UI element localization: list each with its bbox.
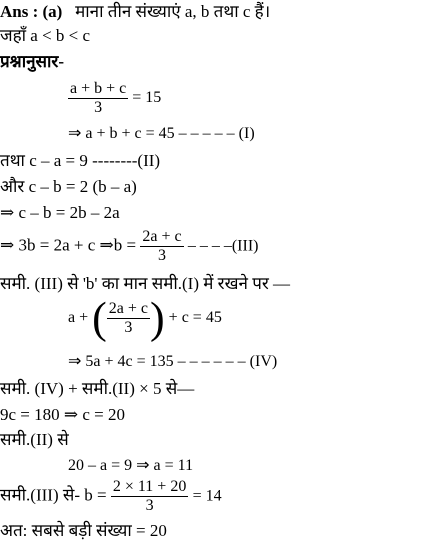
equation-rhs: + c = 45	[168, 309, 222, 326]
equation-rhs: = 14	[192, 487, 222, 505]
fraction-numerator: a + b + c	[70, 80, 127, 97]
equation-lhs: समी.(III) से- b =	[0, 485, 107, 505]
equation-III-line	[0, 228, 258, 265]
equation-IV: ⇒ 5a + 4c = 135 – – – – – – (IV)	[68, 353, 278, 370]
intro-text: माना तीन संख्याएं a, b तथा c हैं।	[75, 2, 271, 21]
left-parenthesis: (	[92, 293, 107, 343]
fraction-denominator: 3	[145, 497, 154, 514]
fraction-numerator: 2a + c	[108, 299, 149, 317]
equation-II-line: तथा c – a = 9 --------(II)	[0, 151, 161, 170]
substitution-note: समी. (III) से 'b' का मान समी.(I) में रखने पर —	[0, 274, 291, 293]
equation-I: ⇒ a + b + c = 45 – – – – – (I)	[68, 125, 255, 142]
equation-rhs: = 15	[132, 89, 162, 107]
condition-line: जहाँ a < b < c	[0, 26, 91, 45]
equation-substituted	[68, 294, 222, 342]
equation-tail: – – – –(III)	[187, 237, 259, 255]
fraction-b-value	[111, 478, 188, 515]
equation-lhs: a +	[68, 309, 89, 326]
fraction-b-substituted	[107, 300, 150, 337]
fraction-numerator: 2 × 11 + 20	[112, 478, 187, 495]
fraction-denominator: 3	[94, 99, 103, 116]
from-II-line: समी.(II) से	[0, 430, 69, 449]
conclusion-line: अत: सबसे बड़ी संख्या = 20	[0, 521, 167, 540]
equation-lhs: ⇒ 3b = 2a + c ⇒b =	[0, 235, 137, 255]
fraction-b	[140, 228, 183, 265]
according-to-question-heading: प्रश्नानुसार-	[0, 52, 65, 71]
fraction-denominator: 3	[124, 318, 133, 336]
relation-line: और c – b = 2 (b – a)	[0, 177, 137, 196]
fraction-numerator: 2a + c	[142, 228, 182, 245]
solve-c-line: 9c = 180 ⇒ c = 20	[0, 405, 126, 424]
equation-average	[68, 80, 161, 117]
answer-label: Ans : (a)	[0, 2, 63, 21]
solve-a-line: 20 – a = 9 ⇒ a = 11	[68, 457, 194, 474]
combine-equations-line: समी. (IV) + समी.(II) × 5 से—	[0, 379, 195, 398]
fraction-average	[68, 80, 128, 117]
solve-b-line	[0, 478, 222, 515]
derivation-line: ⇒ c – b = 2b – 2a	[0, 203, 120, 222]
right-parenthesis: )	[150, 293, 165, 343]
answer-header	[0, 2, 270, 22]
fraction-denominator: 3	[157, 247, 166, 264]
